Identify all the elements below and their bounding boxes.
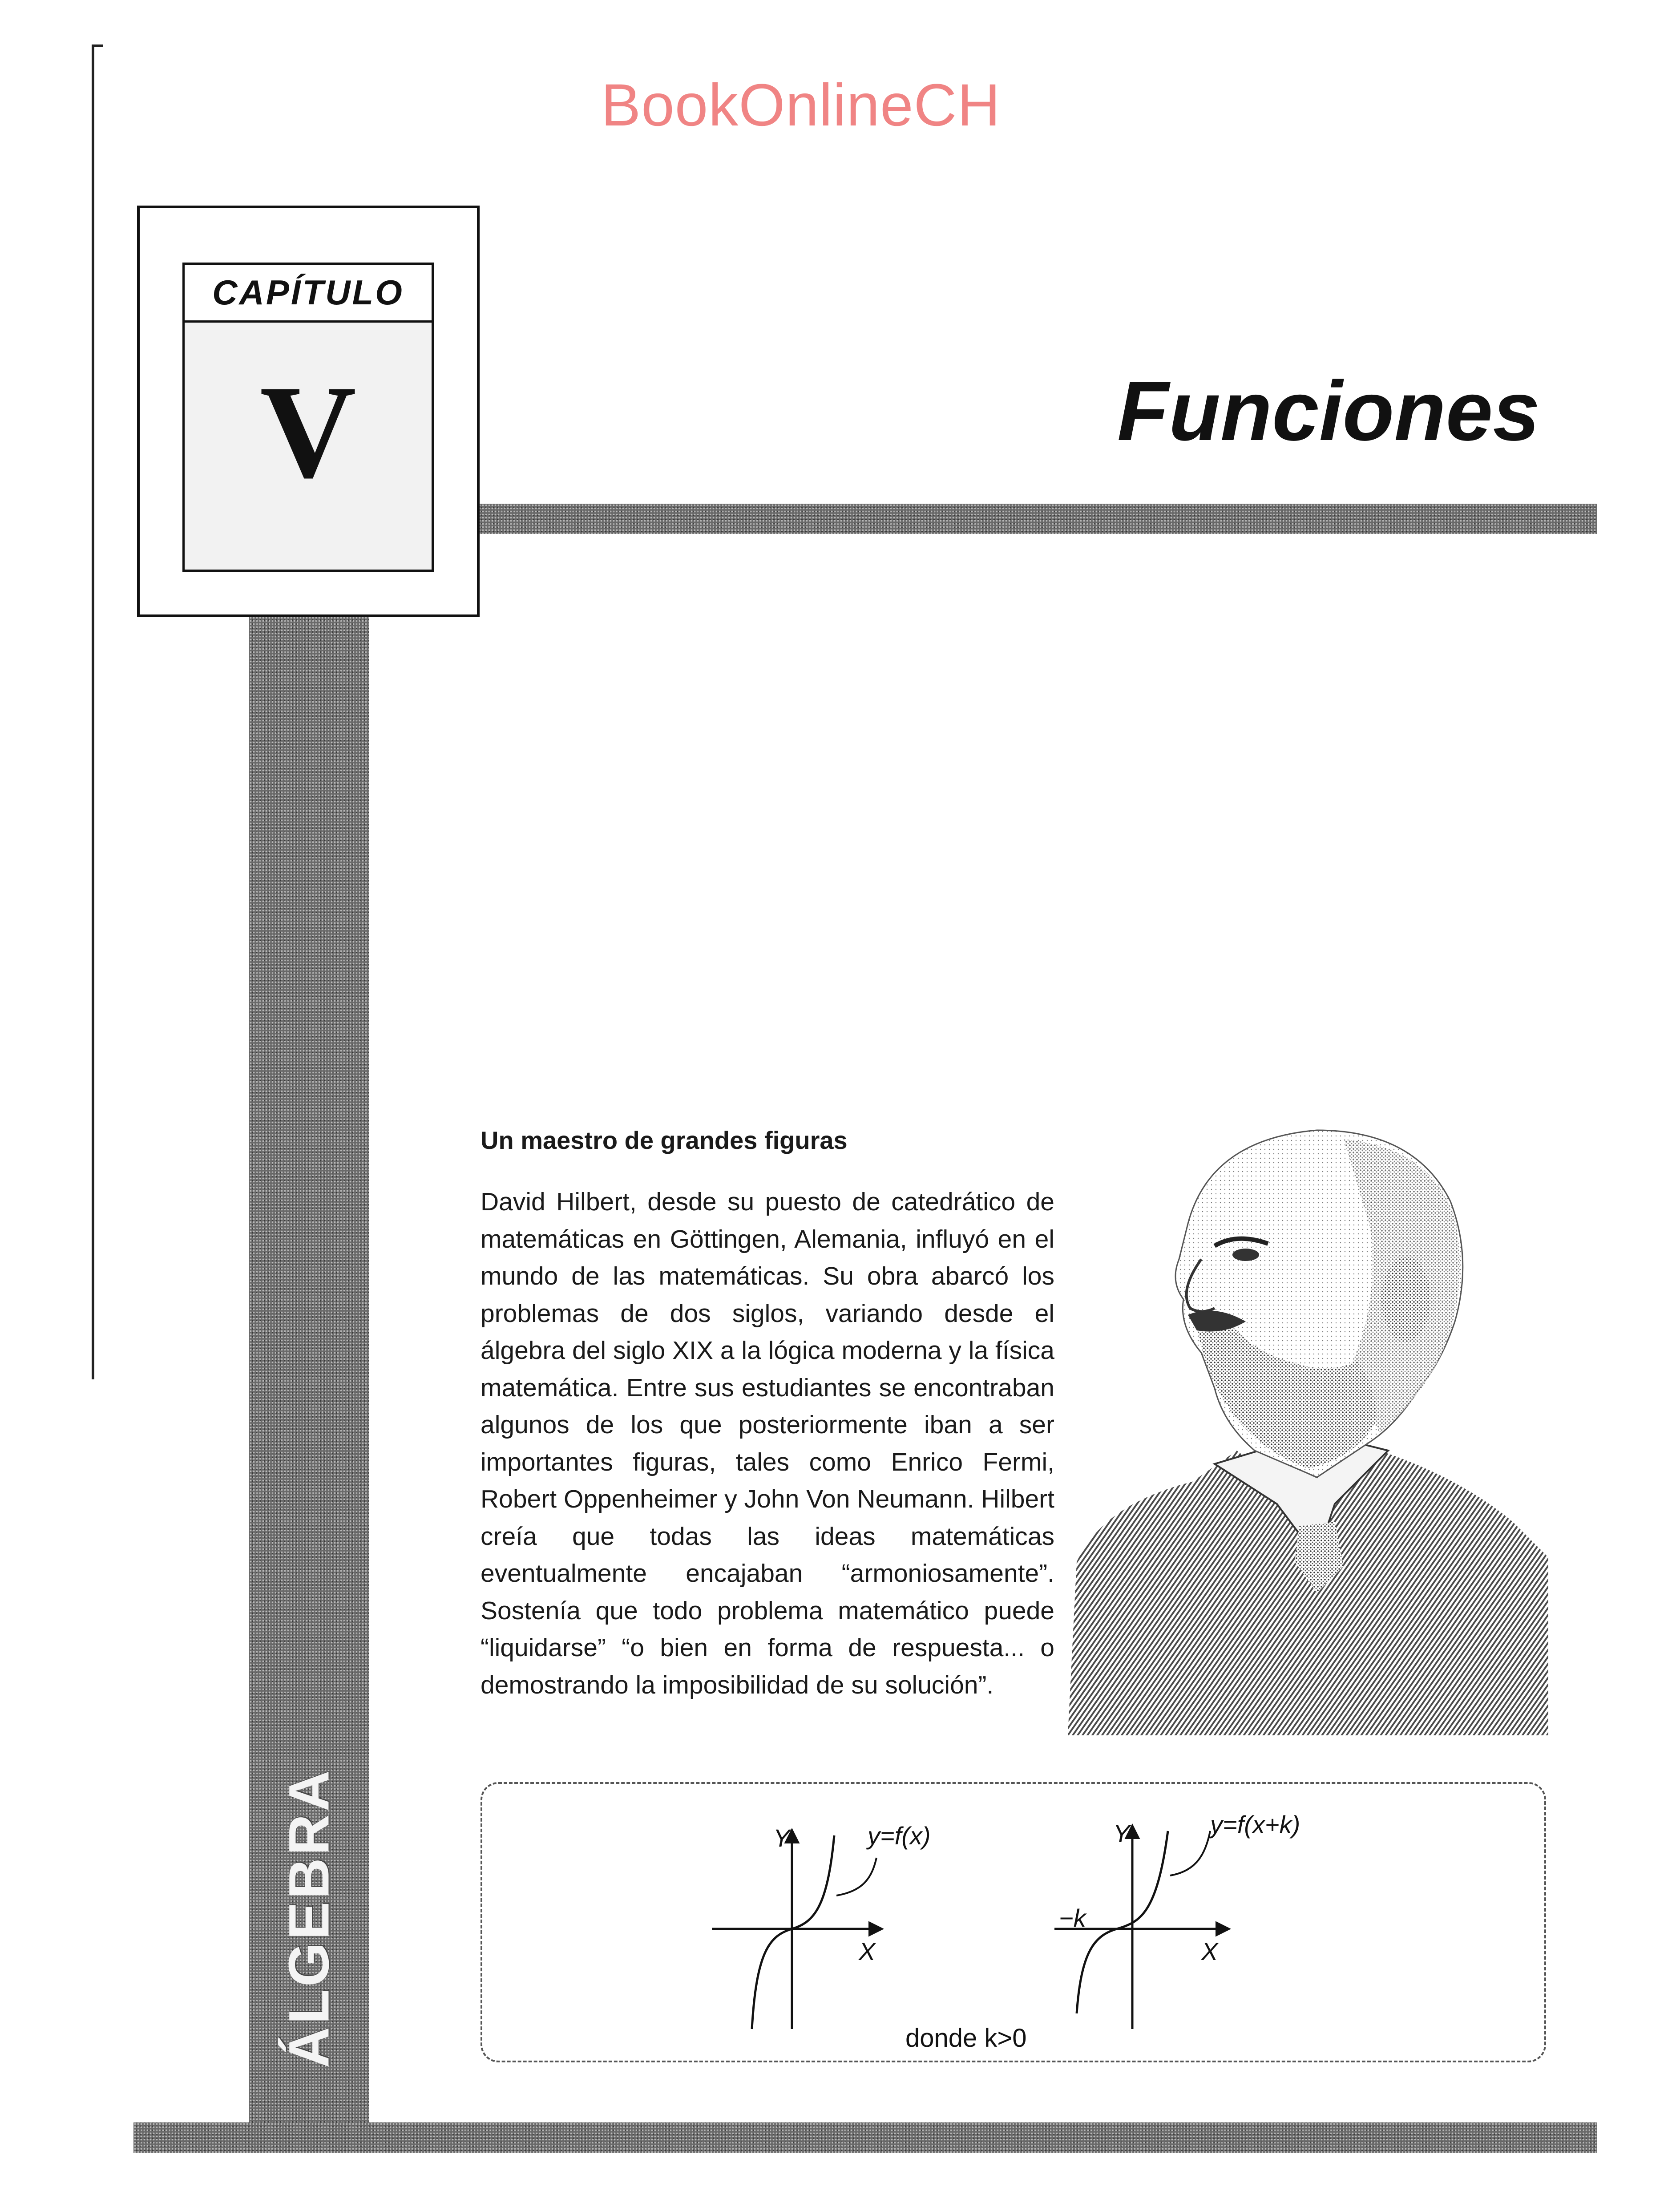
chapter-label: CAPÍTULO	[212, 273, 404, 312]
chapter-number: V	[260, 358, 356, 505]
graph-note: donde k>0	[905, 2024, 1027, 2053]
article-heading: Un maestro de grandes figuras	[481, 1126, 848, 1154]
graph-left	[712, 1822, 931, 2029]
portrait-illustration	[1068, 1112, 1548, 1735]
graph-right-leader	[1170, 1831, 1210, 1876]
chapter-title: Funciones	[1117, 364, 1540, 458]
graph-left-y-label: Y	[773, 1824, 790, 1852]
graph-right-y-label: Y	[1113, 1819, 1130, 1847]
left-margin-tick	[92, 44, 103, 47]
horizontal-band	[478, 504, 1597, 534]
graph-right	[1054, 1811, 1300, 2029]
bottom-band	[133, 2122, 1597, 2153]
graph-left-leader	[836, 1858, 876, 1896]
section-label	[251, 1767, 367, 2068]
graph-right-function-label: y=f(x+k)	[1210, 1811, 1300, 1839]
graph-left-function-label: y=f(x)	[868, 1822, 931, 1850]
section-label-text: ÁLGEBRA	[277, 1767, 341, 2068]
function-graphs	[481, 1782, 1546, 2062]
chapter-label-box	[182, 263, 434, 323]
watermark: BookOnlineCH	[601, 72, 1001, 138]
article-body: David Hilbert, desde su puesto de catedrático de matemáticas en Göttingen, Alemania, influyó en el mundo de las matemáticas. Su obra abarcó los problemas de dos siglos, variando desde el álgebra del siglo XIX a la lógica moderna y la física matemática. Entre sus estudiantes se encontraban algunos de los que posteriormente iban a ser importantes figuras, tales como Enrico Fermi, Robert Oppenheimer y John Von Neumann. Hilbert creía que todas las ideas matemáticas eventualmente encajaban “armoniosamente”. Sostenía que todo problema matemático puede “liquidarse” “o bien en forma de respuesta... o demostrando la imposibilidad de su solución”.	[481, 1188, 1054, 1699]
graph-left-x-label: X	[859, 1937, 876, 1965]
graph-right-x-label: X	[1201, 1937, 1218, 1965]
left-margin-line	[92, 44, 94, 1379]
graph-right-curve	[1077, 1831, 1168, 2013]
graph-right-shift-label: −k	[1059, 1904, 1086, 1932]
